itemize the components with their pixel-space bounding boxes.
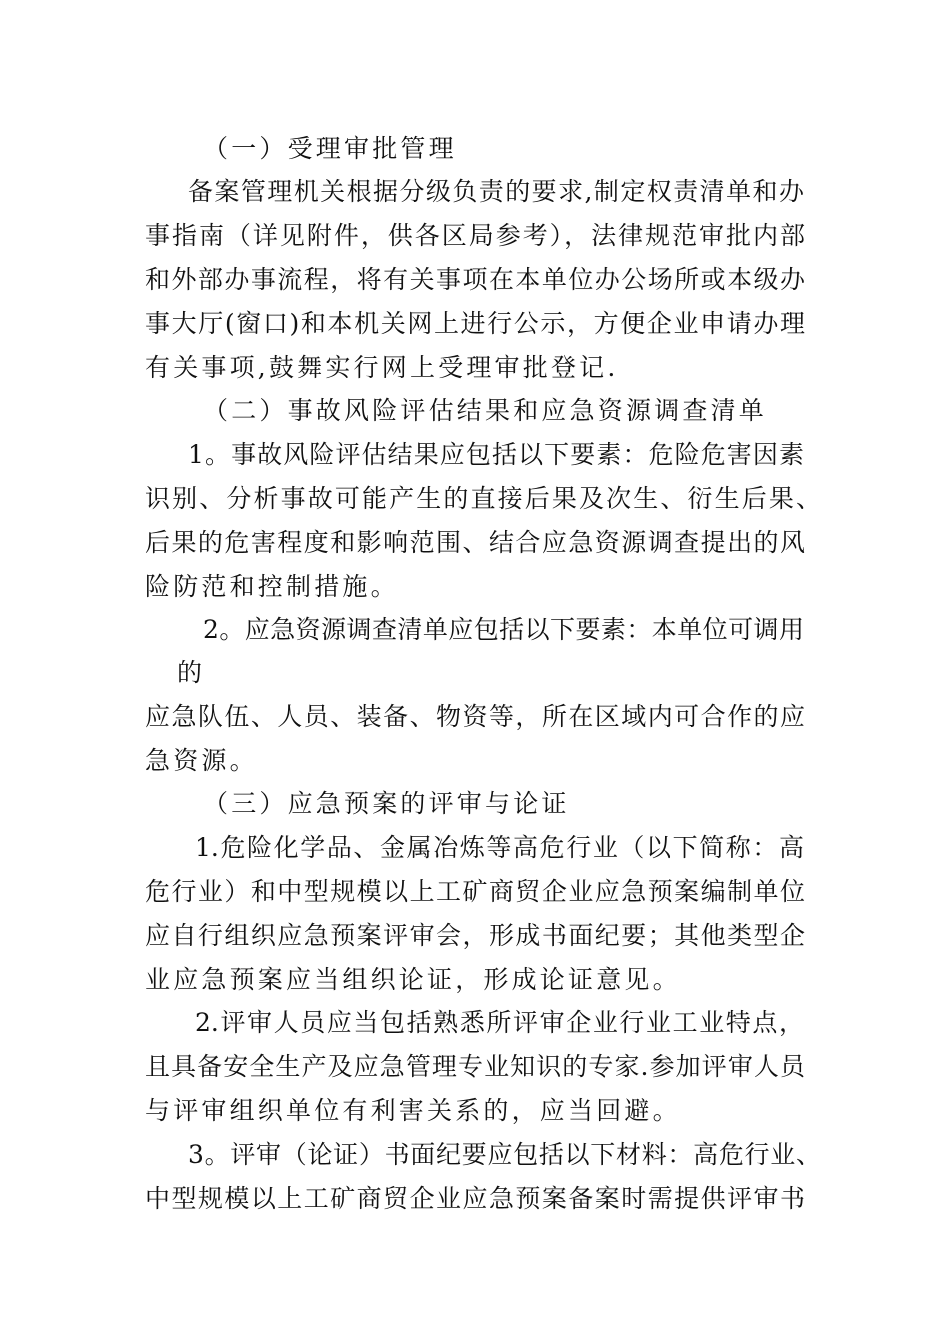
paragraph-line: 备案管理机关根据分级负责的要求,制定权责清单和办: [188, 177, 804, 206]
paragraph-line: 识别、分析事故可能产生的直接后果及次生、衍生后果、: [145, 484, 821, 513]
paragraph-line: 1.危险化学品、金属冶炼等高危行业（以下简称：高: [195, 833, 804, 862]
paragraph-line: 后果的危害程度和影响范围、结合应急资源调查提出的风: [145, 528, 805, 557]
paragraph-line: 业应急预案应当组织论证，形成论证意见。: [145, 965, 681, 994]
section-heading-2: （二）事故风险评估结果和应急资源调查清单: [203, 396, 768, 425]
paragraph-line: 事指南（详见附件，供各区局参考），法律规范审批内部: [145, 221, 805, 250]
paragraph-line: 险防范和控制措施。: [145, 572, 399, 601]
paragraph-line: 1。事故风险评估结果应包括以下要素：危险危害因素: [188, 440, 804, 469]
paragraph-line: 有关事项,鼓舞实行网上受理审批登记.: [145, 353, 619, 382]
paragraph-line: 急资源。: [145, 746, 258, 775]
paragraph-line: 应急队伍、人员、装备、物资等，所在区域内可合作的应: [145, 702, 805, 731]
paragraph-line: 中型规模以上工矿商贸企业应急预案备案时需提供评审书: [145, 1184, 805, 1213]
paragraph-line: 2.评审人员应当包括熟悉所评审企业行业工业特点，: [195, 1008, 804, 1037]
paragraph-line: 且具备安全生产及应急管理专业知识的专家.参加评审人员: [145, 1052, 805, 1081]
paragraph-line: 和外部办事流程，将有关事项在本单位办公场所或本级办: [145, 265, 805, 294]
paragraph-line: 的: [177, 658, 206, 687]
paragraph-line: 应自行组织应急预案评审会，形成书面纪要；其他类型企: [145, 921, 805, 950]
paragraph-line: 与评审组织单位有利害关系的，应当回避。: [145, 1096, 681, 1125]
section-heading-1: （一）受理审批管理: [203, 134, 457, 163]
section-heading-3: （三）应急预案的评审与论证: [203, 789, 570, 818]
paragraph-line: 3。评审（论证）书面纪要应包括以下材料：高危行业、: [188, 1140, 821, 1169]
paragraph-line: 危行业）和中型规模以上工矿商贸企业应急预案编制单位: [145, 877, 805, 906]
paragraph-line: 2。应急资源调查清单应包括以下要素：本单位可调用: [203, 615, 804, 644]
paragraph-line: 事大厅(窗口)和本机关网上进行公示，方便企业申请办理: [145, 309, 805, 338]
